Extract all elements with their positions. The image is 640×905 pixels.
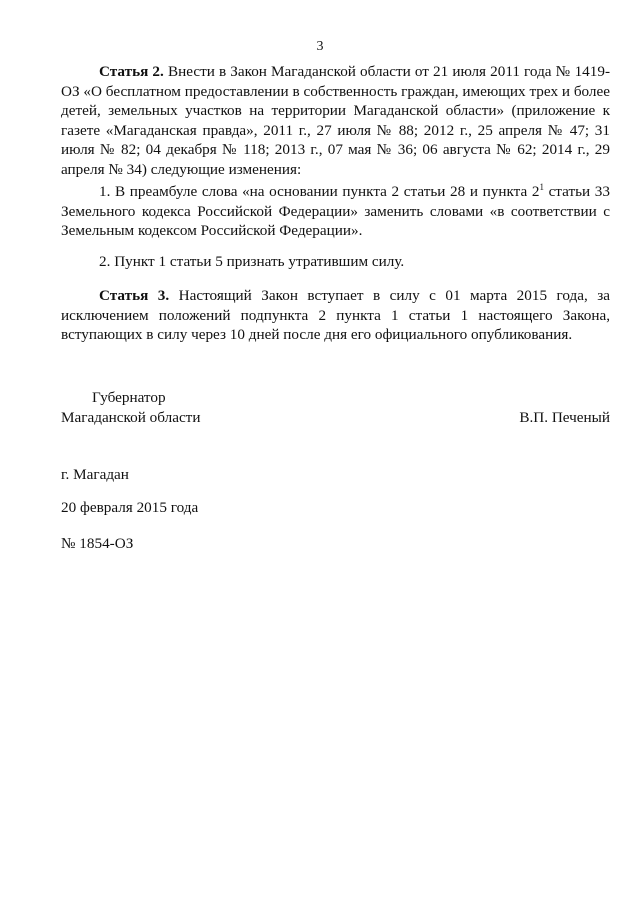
item-1-superscript: 1 [539, 182, 544, 192]
signatory-title-line2: Магаданской области [61, 408, 201, 426]
article-3-text: Настоящий Закон вступает в силу с 01 марта 2015 года, за исключением положений подпункта 2 пункта 1 статьи 1 настоящего Закона, вступающих в силу через 10 дней после дня его официального опубликования. [61, 287, 611, 343]
date-line: 20 февраля 2015 года [61, 499, 199, 516]
signatory-row [61, 408, 610, 428]
item-1-paragraph [61, 182, 610, 241]
article-3-heading: Статья 3. [99, 287, 170, 304]
article-2-text: Внести в Закон Магаданской области от 21 июля 2011 года № 1419-ОЗ «О бесплатном предоставлении в собственность граждан, имеющих трех и более детей, земельных участков на территории Магаданской области» (приложение к газете «Магаданская правда», 2011 г., 27 июля № 88; 2012 г., 25 апреля № 47; 31 июля № 82; 04 декабря № 118; 2013 г., 07 мая № 36; 06 августа № 62; 2014 г., 29 апреля № 34) следующие изменения: [61, 63, 611, 178]
item-1-text-after: статьи 33 Земельного кодекса Российской Федерации» заменить словами «в соответствии с Земельным кодексом Российской Федерации». [61, 183, 610, 239]
item-2-paragraph [61, 252, 610, 272]
article-3-paragraph [61, 286, 610, 345]
item-2-text: 2. Пункт 1 статьи 5 признать утратившим силу. [99, 253, 405, 270]
article-2-heading: Статья 2. [99, 63, 164, 80]
article-2-paragraph [61, 62, 610, 179]
signatory-name: В.П. Печеный [519, 408, 610, 426]
signature-block [61, 388, 610, 427]
item-1-text-before: 1. В преамбуле слова «на основании пункта 2 статьи 28 и пункта 2 [99, 183, 540, 200]
city-line: г. Магадан [61, 466, 129, 483]
signatory-title-line1: Губернатор [92, 389, 166, 406]
page-number: 3 [316, 39, 324, 54]
law-number-line: № 1854-ОЗ [61, 535, 134, 552]
